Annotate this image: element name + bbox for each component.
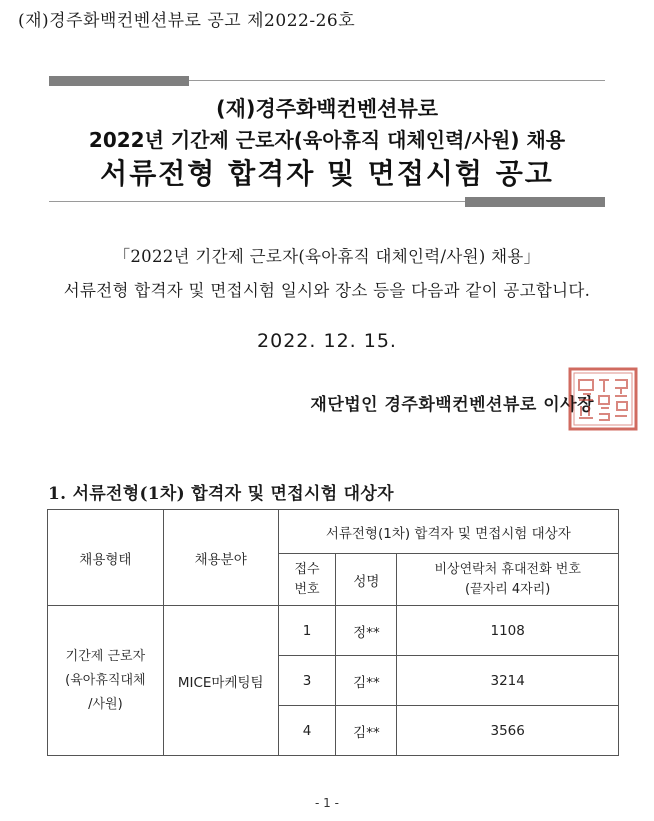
header-rule-bar bbox=[49, 76, 189, 86]
table-row bbox=[48, 606, 619, 656]
header-receipt-number-line1: 접수 bbox=[294, 561, 320, 577]
header-candidates-group: 서류전형(1차) 합격자 및 면접시험 대상자 bbox=[278, 510, 618, 554]
title-main: 서류전형 합격자 및 면접시험 공고 bbox=[100, 157, 554, 190]
receipt-number-cell: 3 bbox=[278, 656, 336, 706]
header-rule-line bbox=[189, 80, 605, 81]
name-cell: 김** bbox=[336, 706, 397, 756]
header-phone bbox=[397, 554, 619, 606]
announcement-date: 2022. 12. 15. bbox=[257, 330, 397, 352]
issuer-name: 재단법인 경주화백컨벤션뷰로 이사장 bbox=[310, 395, 594, 415]
name-cell: 정** bbox=[336, 606, 397, 656]
header-receipt-number bbox=[278, 554, 336, 606]
footer-rule-bar bbox=[465, 197, 605, 207]
section-heading: 1. 서류전형(1차) 합격자 및 면접시험 대상자 bbox=[48, 484, 394, 504]
employment-type-line3: /사원) bbox=[88, 696, 123, 712]
header-employment-type: 채용형태 bbox=[48, 510, 164, 606]
page-number: - 1 - bbox=[315, 796, 339, 810]
header-receipt-number-line2: 번호 bbox=[294, 581, 320, 597]
employment-type-line1: 기간제 근로자 bbox=[65, 648, 146, 664]
document-number: (재)경주화백컨벤션뷰로 공고 제2022-26호 bbox=[18, 11, 356, 31]
announcement-line-1: 「2022년 기간제 근로자(육아휴직 대체인력/사원) 채용」 bbox=[113, 247, 541, 266]
header-name: 성명 bbox=[336, 554, 397, 606]
receipt-number-cell: 4 bbox=[278, 706, 336, 756]
header-phone-line2: (끝자리 4자리) bbox=[465, 581, 551, 597]
employment-type-cell bbox=[48, 606, 164, 756]
footer-rule-line bbox=[49, 201, 465, 202]
title-organization: (재)경주화백컨벤션뷰로 bbox=[215, 97, 439, 121]
header-phone-line1: 비상연락처 휴대전화 번호 bbox=[434, 561, 581, 577]
phone-cell: 3566 bbox=[397, 706, 619, 756]
name-cell: 김** bbox=[336, 656, 397, 706]
title-subtitle: 2022년 기간제 근로자(육아휴직 대체인력/사원) 채용 bbox=[88, 128, 566, 152]
employment-type-line2: (육아휴직대체 bbox=[65, 672, 146, 688]
phone-cell: 1108 bbox=[397, 606, 619, 656]
header-recruitment-field: 채용분야 bbox=[163, 510, 278, 606]
phone-cell: 3214 bbox=[397, 656, 619, 706]
recruitment-field-cell: MICE마케팅팀 bbox=[163, 606, 278, 756]
candidates-table bbox=[47, 509, 619, 756]
official-seal-icon bbox=[567, 366, 639, 432]
receipt-number-cell: 1 bbox=[278, 606, 336, 656]
announcement-line-2: 서류전형 합격자 및 면접시험 일시와 장소 등을 다음과 같이 공고합니다. bbox=[63, 281, 591, 300]
